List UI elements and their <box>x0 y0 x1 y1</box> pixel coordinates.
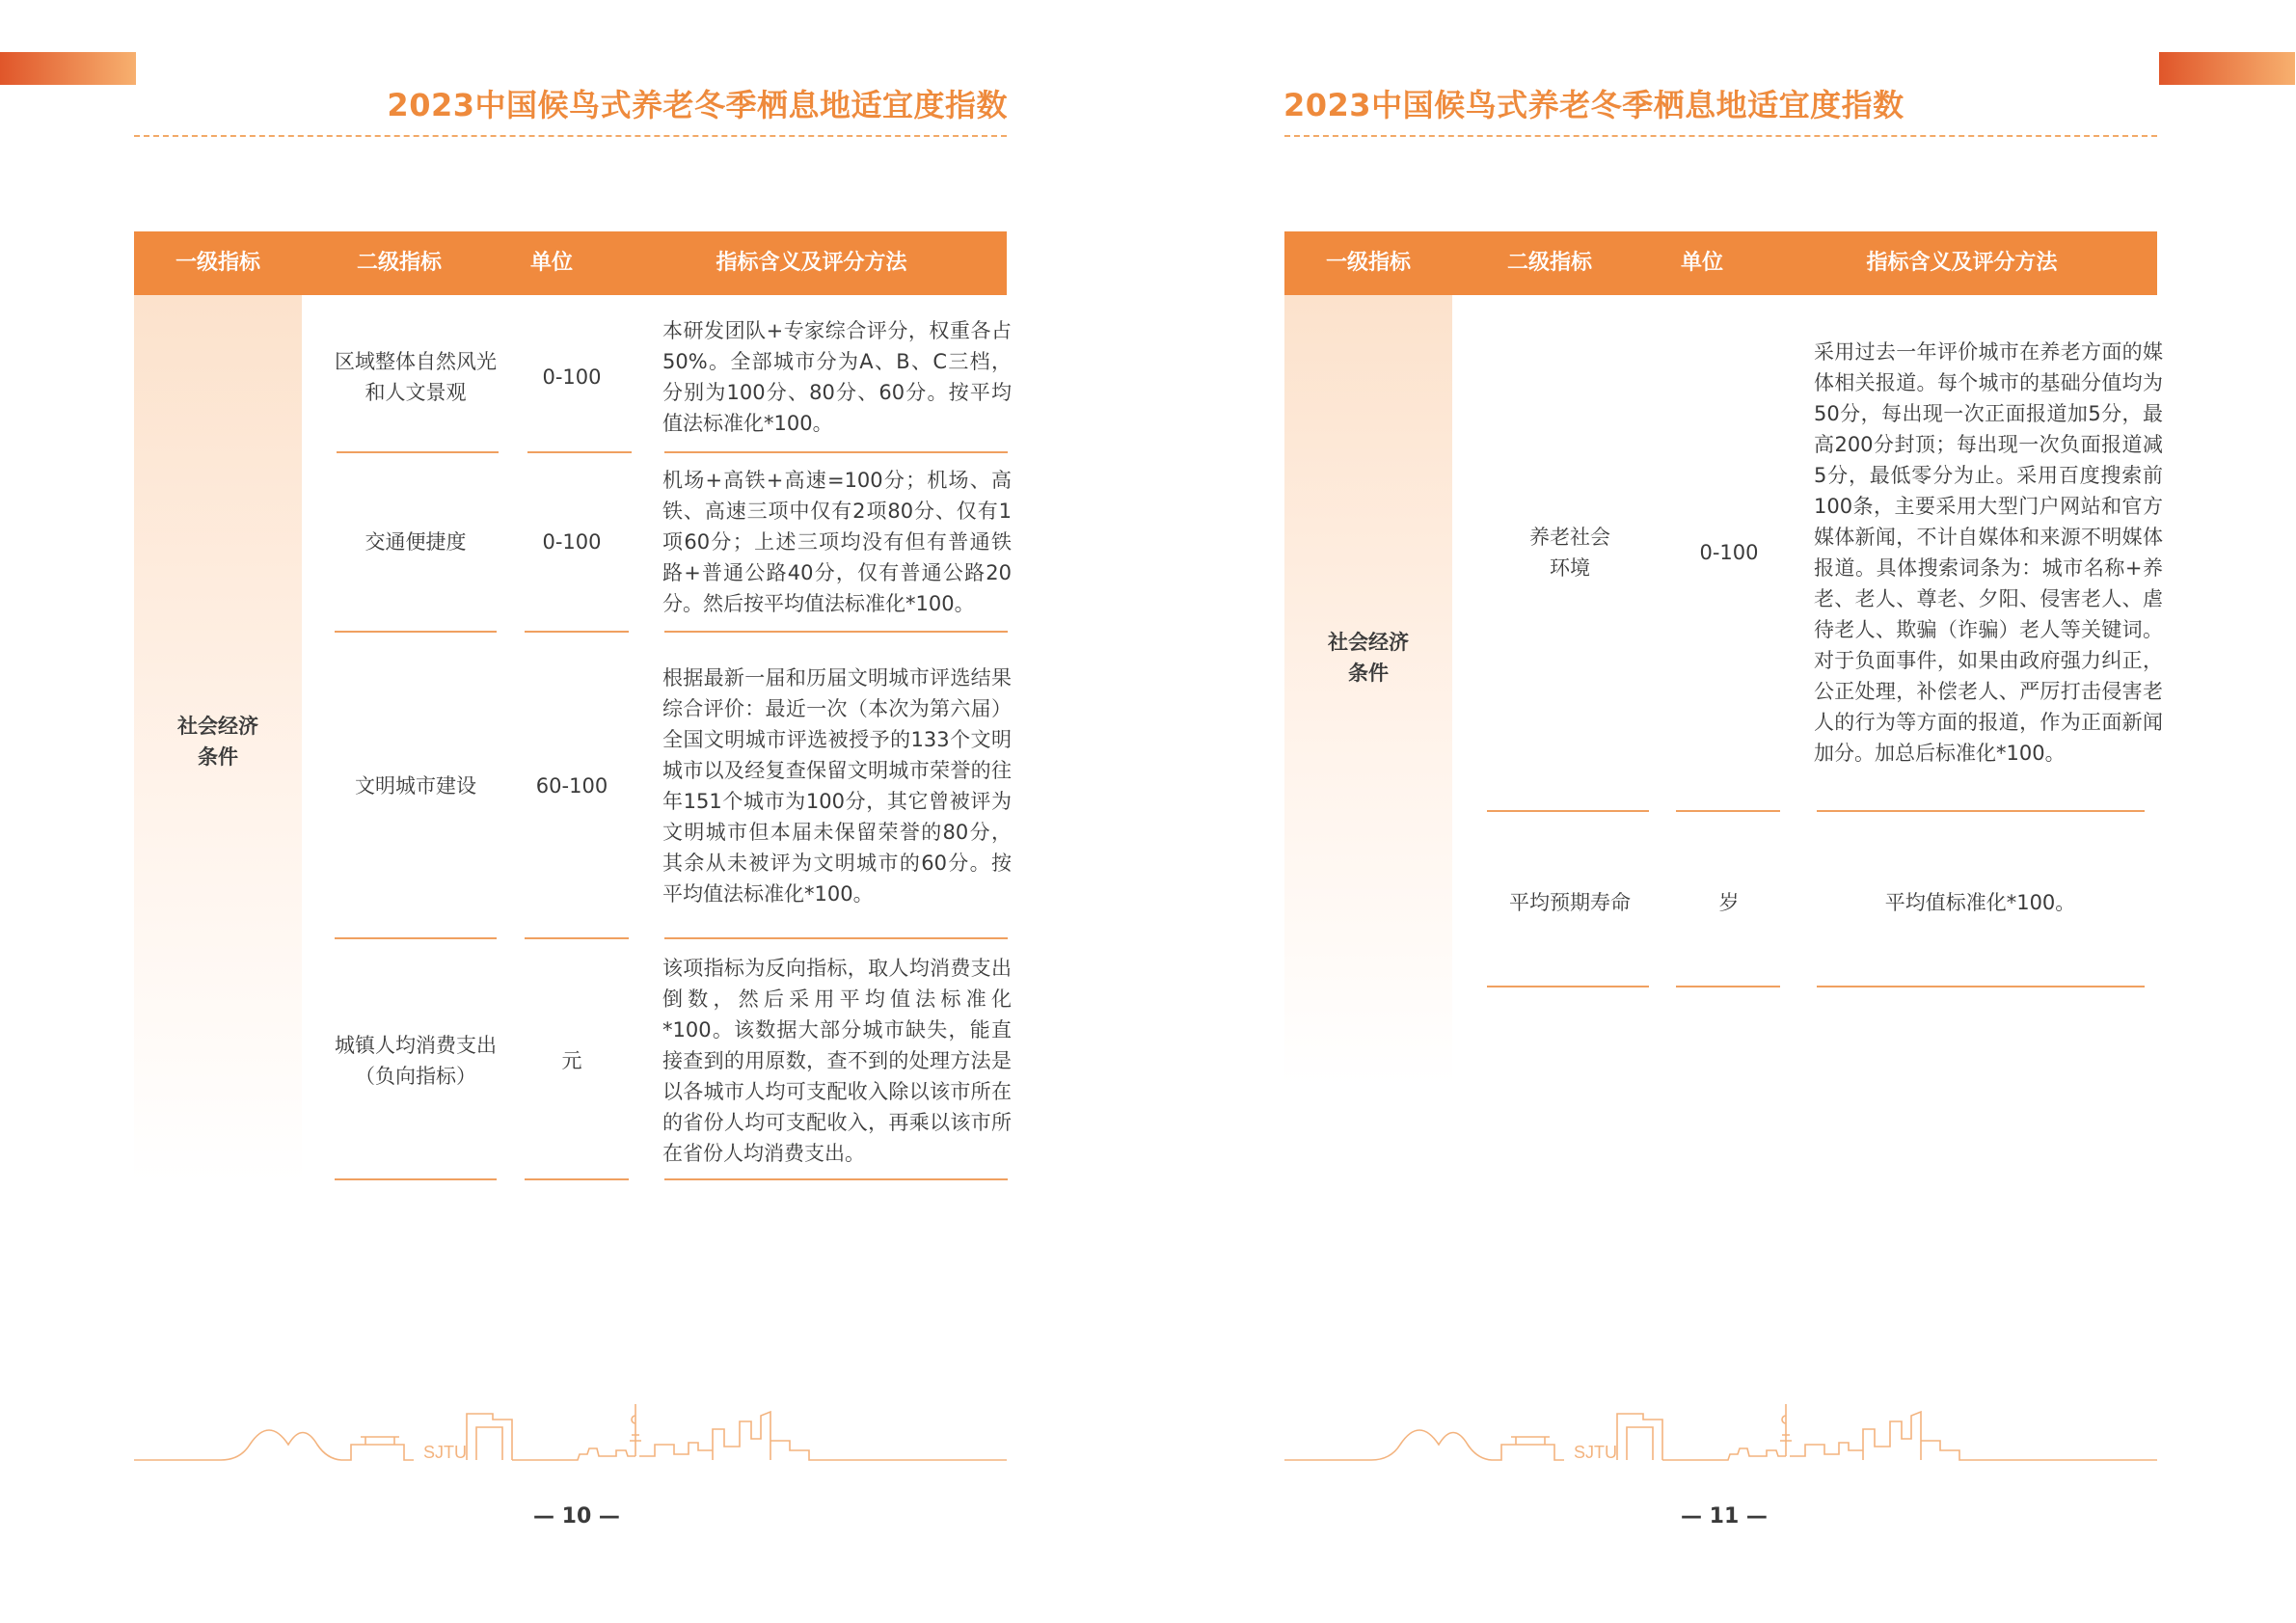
header-level-1: 一级指标 <box>175 251 260 275</box>
indicator-line: 养老社会 <box>1529 526 1610 549</box>
table-body <box>1284 295 2163 1086</box>
table-row <box>134 314 1012 440</box>
city-skyline-illustration <box>134 1387 1007 1464</box>
row-rule <box>335 937 497 939</box>
table-body <box>134 295 1012 1182</box>
row-rule <box>525 937 629 939</box>
header-unit: 单位 <box>529 251 573 275</box>
title-dashed-divider <box>1284 135 2157 137</box>
row-rule <box>1817 810 2145 812</box>
category-label-line-2: 条件 <box>198 745 238 769</box>
row-rule <box>1487 810 1649 812</box>
indicator-line: （负向指标） <box>355 1065 476 1088</box>
row-rule <box>525 631 629 633</box>
table-row <box>1284 316 2163 789</box>
indicator-cell: 平均预期寿命 <box>1509 891 1631 914</box>
indicator-line: 城镇人均消费支出 <box>335 1034 497 1057</box>
unit-cell: 0-100 <box>542 530 602 554</box>
method-cell: 机场+高铁+高速=100分；机场、高铁、高速三项中仅有2项80分、仅有1项60分；上述三项均没有但有普通铁路+普通公路40分，仅有普通公路20分。然后按平均值法标准化*100。 <box>662 469 1012 615</box>
row-rule <box>664 631 1008 633</box>
unit-cell: 0-100 <box>542 365 602 389</box>
method-cell: 平均值标准化*100。 <box>1884 891 2076 914</box>
page-number: — 11 — <box>1681 1504 1768 1528</box>
row-rule <box>664 451 1008 453</box>
method-cell: 采用过去一年评价城市在养老方面的媒体相关报道。每个城市的基础分值均为50分，每出现一次正面报道加5分，最高200分封顶；每出现一次负面报道减5分，最低零分为止。采用百度搜索前100条，主要采用大型门户网站和官方媒体新闻，不计自媒体和来源不明媒体报道。具体搜索词条为：城市名称+养老、老人、尊老、夕阳、侵害老人、虐待老人、欺骗（诈骗）老人等关键词。对于负面事件，如果由政府强力纠正，公正处理，补偿老人、严厉打击侵害老人的行为等方面的报道，作为正面新闻加分。加总后标准化*100。 <box>1814 340 2163 765</box>
header-level-2: 二级指标 <box>356 251 442 275</box>
page-number: — 10 — <box>533 1504 620 1528</box>
indicator-table <box>1284 231 2163 1086</box>
category-label-line-1: 社会经济 <box>177 715 258 738</box>
row-rule <box>1817 986 2145 987</box>
row-rule <box>337 451 499 453</box>
indicator-cell <box>334 314 498 440</box>
city-skyline-illustration <box>1284 1387 2157 1464</box>
skyline-logo-text: SJTU <box>423 1443 467 1462</box>
page-title: 2023中国候鸟式养老冬季栖息地适宜度指数 <box>387 87 1008 123</box>
header-method: 指标含义及评分方法 <box>1866 251 2058 275</box>
table-row <box>1284 835 2157 970</box>
unit-cell: 元 <box>561 1049 582 1072</box>
row-rule <box>525 1178 629 1180</box>
method-cell: 该项指标为反向指标，取人均消费支出倒数，然后采用平均值法标准化*100。该数据大部分城市缺失，能直接查到的用原数，查不到的处理方法是以各城市人均可支配收入除以该市所在的省份人均可支配收入，再乘以该市所在省份人均消费支出。 <box>662 957 1012 1165</box>
indicator-cell: 交通便捷度 <box>365 530 467 554</box>
row-rule <box>335 1178 497 1180</box>
table-row <box>134 465 1012 619</box>
unit-cell: 岁 <box>1718 891 1740 914</box>
page-title: 2023中国候鸟式养老冬季栖息地适宜度指数 <box>1283 87 1904 123</box>
header-level-1: 一级指标 <box>1325 251 1411 275</box>
category-label-line-2: 条件 <box>1348 662 1389 685</box>
method-cell: 根据最新一届和历届文明城市评选结果综合评价：最近一次（本次为第六届）全国文明城市评选被授予的133个文明城市以及经复查保留文明城市荣誉的往年151个城市为100分，其它曾被评为文明城市但本届未保留荣誉的80分，其余从未被评为文明城市的60分。按平均值法标准化*100。 <box>662 666 1012 906</box>
page-right <box>1148 0 2295 1623</box>
row-rule <box>664 937 1008 939</box>
skyline-logo-text: SJTU <box>1574 1443 1617 1462</box>
indicator-cell <box>1487 316 1653 789</box>
method-cell: 本研发团队+专家综合评分，权重各占50%。全部城市分为A、B、C三档，分别为100分、80分、60分。按平均值法标准化*100。 <box>662 319 1012 435</box>
row-rule <box>527 451 632 453</box>
row-rule <box>664 1178 1008 1180</box>
table-header <box>134 231 1007 295</box>
table-header <box>1284 231 2157 295</box>
header-unit: 单位 <box>1680 251 1723 275</box>
header-method: 指标含义及评分方法 <box>716 251 907 275</box>
header-level-2: 二级指标 <box>1506 251 1592 275</box>
row-rule <box>1676 986 1780 987</box>
title-dashed-divider <box>134 135 1007 137</box>
table-row <box>134 646 1012 926</box>
indicator-cell: 文明城市建设 <box>355 774 476 798</box>
corner-accent-bar <box>2159 52 2295 85</box>
indicator-cell <box>334 955 498 1167</box>
unit-cell: 0-100 <box>1699 541 1759 564</box>
row-rule <box>335 631 497 633</box>
indicator-line: 环境 <box>1550 556 1590 580</box>
row-rule <box>1487 986 1649 987</box>
category-label-line-1: 社会经济 <box>1328 631 1409 654</box>
indicator-table <box>134 231 1012 1182</box>
table-row <box>134 955 1012 1167</box>
indicator-line: 和人文景观 <box>365 381 467 404</box>
corner-accent-bar <box>0 52 136 85</box>
indicator-line: 区域整体自然风光 <box>335 350 497 373</box>
unit-cell: 60-100 <box>535 774 608 798</box>
row-rule <box>1676 810 1780 812</box>
